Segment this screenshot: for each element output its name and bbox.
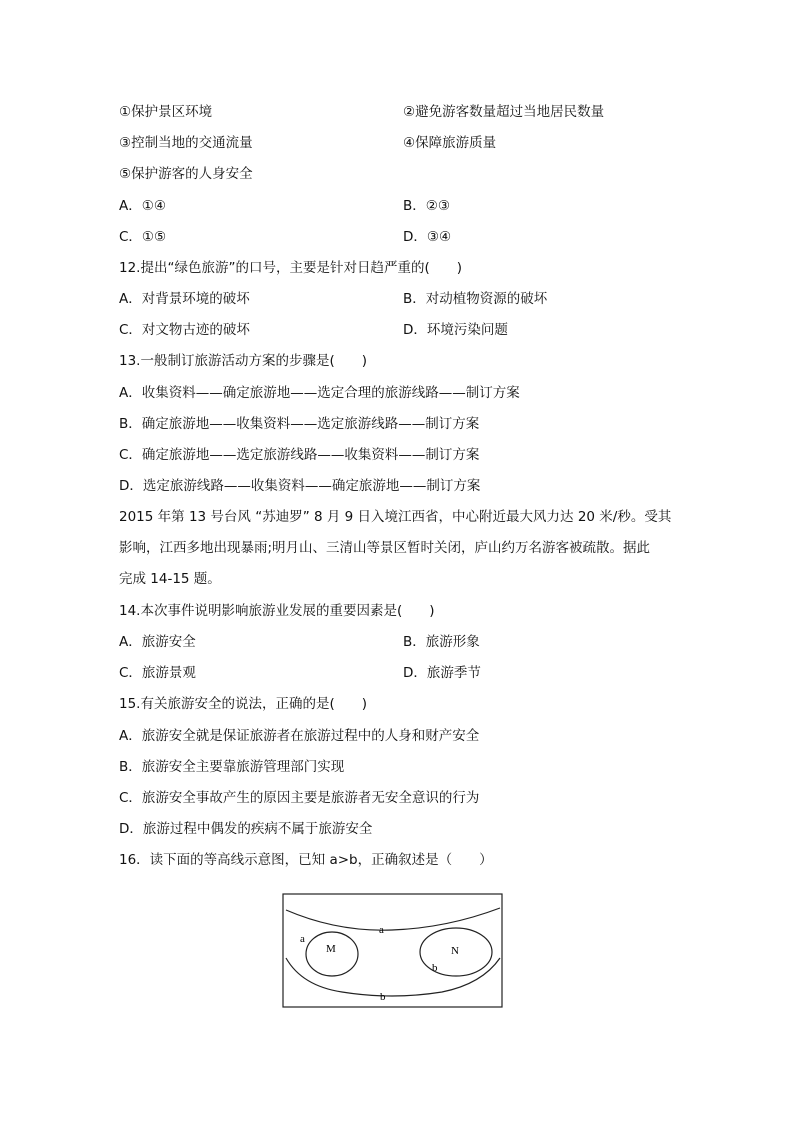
q16-stem: 16．读下面的等高线示意图，已知 a>b，正确叙述是（ ） — [119, 852, 493, 868]
q12-stem: 12.提出“绿色旅游”的口号，主要是针对日趋严重的( ) — [119, 260, 462, 276]
option-2: ②避免游客数量超过当地居民数量 — [403, 104, 605, 120]
q15-choice-a: A．旅游安全就是保证旅游者在旅游过程中的人身和财产安全 — [119, 728, 480, 744]
q13-choice-b: B．确定旅游地——收集资料——选定旅游线路——制订方案 — [119, 416, 480, 432]
q13-choice-c: C．确定旅游地——选定旅游线路——收集资料——制订方案 — [119, 447, 480, 463]
label-n: N — [451, 945, 459, 957]
q12-choice-d: D．环境污染问题 — [403, 322, 508, 338]
q14-choice-c: C．旅游景观 — [119, 665, 196, 681]
q14-stem: 14.本次事件说明影响旅游业发展的重要因素是( ) — [119, 603, 435, 619]
q14-choice-a: A．旅游安全 — [119, 634, 196, 650]
label-a-left: a — [300, 933, 305, 945]
label-b-mid: b — [432, 962, 438, 974]
label-a-top: a — [379, 924, 384, 936]
q13-stem: 13.一般制订旅游活动方案的步骤是( ) — [119, 353, 368, 369]
q13-choice-a: A．收集资料——确定旅游地——选定合理的旅游线路——制订方案 — [119, 385, 520, 401]
q14-choice-d: D．旅游季节 — [403, 665, 481, 681]
option-3: ③控制当地的交通流量 — [119, 135, 253, 151]
contour-line-a — [286, 908, 500, 930]
option-1: ①保护景区环境 — [119, 104, 213, 120]
q12-choice-b: B．对动植物资源的破坏 — [403, 291, 548, 307]
q13-choice-d: D．选定旅游线路——收集资料——确定旅游地——制订方案 — [119, 478, 481, 494]
option-4: ④保障旅游质量 — [403, 135, 497, 151]
choice-b: B．②③ — [403, 198, 450, 214]
choice-d: D．③④ — [403, 229, 452, 245]
q14-choice-b: B．旅游形象 — [403, 634, 480, 650]
label-m: M — [326, 943, 336, 955]
figure-frame — [283, 894, 502, 1007]
option-5: ⑤保护游客的人身安全 — [119, 166, 253, 182]
choice-c: C．①⑤ — [119, 229, 167, 245]
q12-choice-c: C．对文物古迹的破坏 — [119, 322, 250, 338]
contour-map-figure — [282, 888, 504, 1014]
choice-a: A．①④ — [119, 198, 166, 214]
q15-choice-c: C．旅游安全事故产生的原因主要是旅游者无安全意识的行为 — [119, 790, 480, 806]
passage-line-2: 影响，江西多地出现暴雨;明月山、三清山等景区暂时关闭，庐山约万名游客被疏散。据此 — [119, 540, 651, 556]
q15-choice-d: D．旅游过程中偶发的疾病不属于旅游安全 — [119, 821, 373, 837]
passage-line-3: 完成 14-15 题。 — [119, 571, 221, 587]
passage-line-1: 2015 年第 13 号台风 “苏迪罗” 8 月 9 日入境江西省，中心附近最大风力达 20 米/秒。受其 — [119, 509, 672, 525]
q15-stem: 15.有关旅游安全的说法，正确的是( ) — [119, 696, 368, 712]
q15-choice-b: B．旅游安全主要靠旅游管理部门实现 — [119, 759, 345, 775]
q12-choice-a: A．对背景环境的破坏 — [119, 291, 250, 307]
label-b-bottom: b — [380, 991, 386, 1003]
contour-line-b — [286, 958, 500, 996]
